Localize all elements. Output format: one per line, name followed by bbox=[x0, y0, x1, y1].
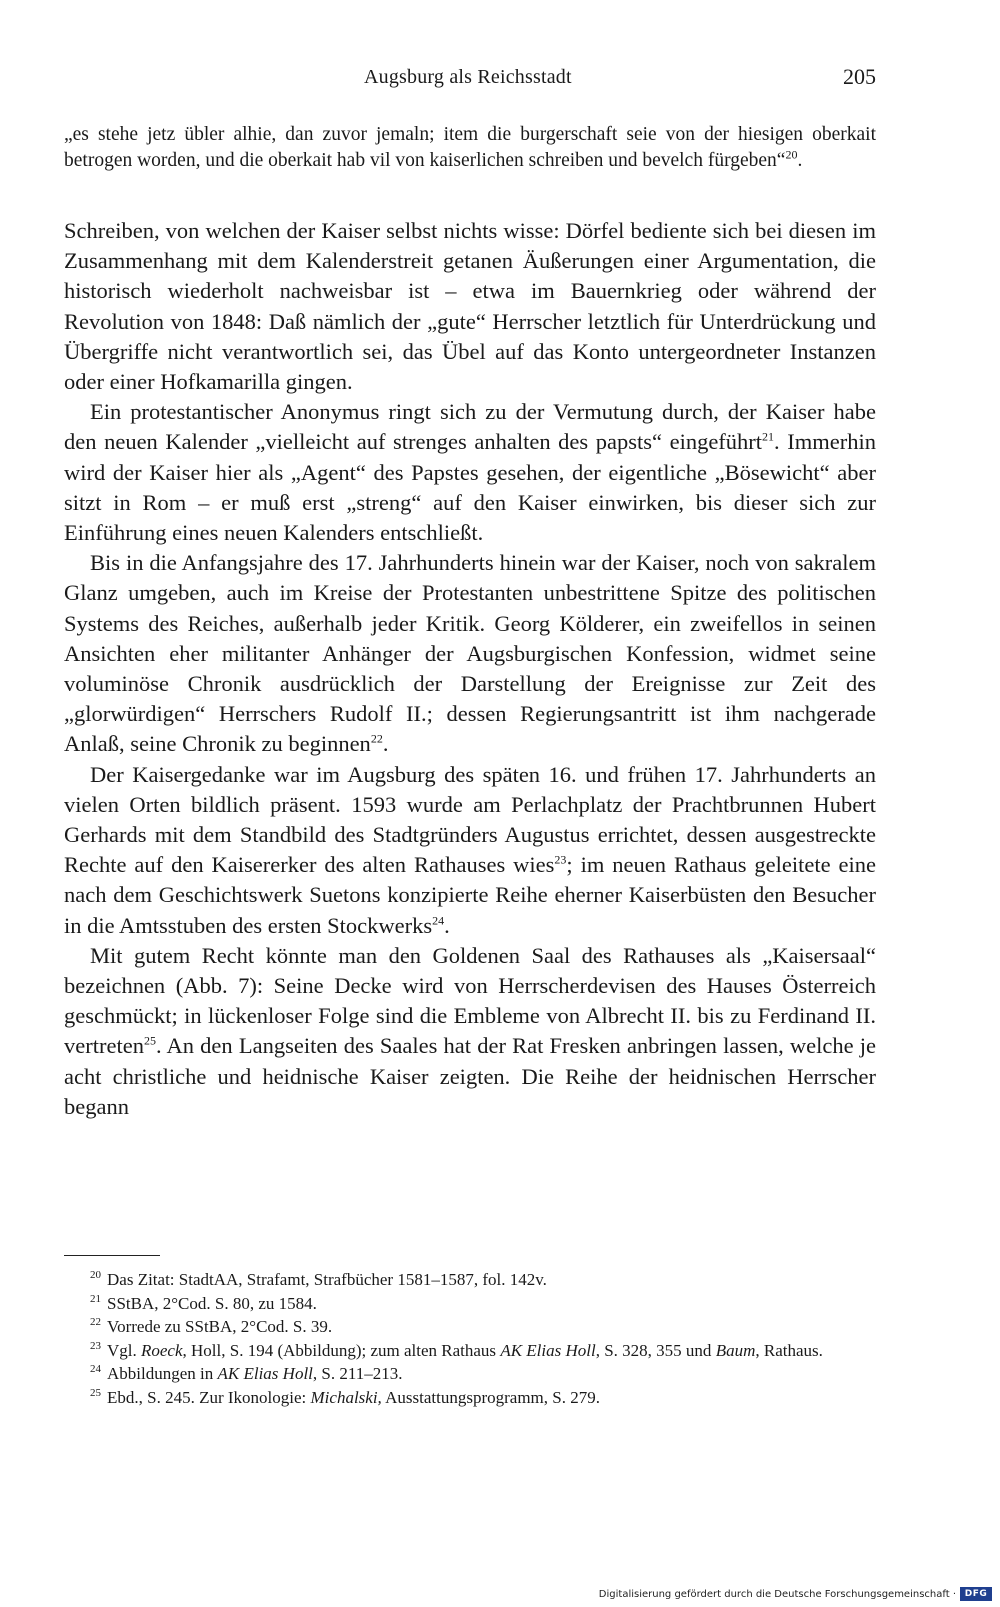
footnote-number: 25 bbox=[90, 1386, 101, 1399]
paragraph-5-text-b: . An den Langseiten des Saales hat der Rat Fresken anbringen lassen, welche je acht christliche und heidnische Kaiser zeigten. Die Reihe der heidnischen Herrscher begann bbox=[64, 1033, 876, 1119]
paragraph-4 bbox=[64, 760, 876, 941]
footnote-text: Ausstattungsprogramm, S. 279. bbox=[381, 1387, 600, 1407]
page-number: 205 bbox=[843, 64, 876, 89]
paragraph-1 bbox=[64, 216, 876, 397]
paragraph-2-text-b: . Immerhin wird der Kaiser hier als „Agent“ des Papstes gesehen, der eigentliche „Bösewicht“ aber sitzt in Rom – er muß erst „streng“ auf den Kaiser einwirken, bis dieser sich zur Einführung eines neuen Kalenders entschließt. bbox=[64, 429, 876, 546]
footnote-ref-24[interactable]: 24 bbox=[432, 913, 445, 928]
footnote-ref-25[interactable]: 25 bbox=[143, 1033, 156, 1048]
running-head: Augsburg als Reichsstadt bbox=[364, 66, 572, 88]
paragraph-4-text-b: ; im neuen Rathaus geleitete eine nach dem Geschichtswerk Suetons konzipierte Reihe eherner Kaiserbüsten den Besucher in die Amtsstuben des ersten Stockwerks bbox=[64, 852, 877, 938]
footnote-ref-23[interactable]: 23 bbox=[554, 852, 567, 867]
footnote-text: Vgl. bbox=[107, 1340, 141, 1360]
footnote-number: 24 bbox=[90, 1363, 101, 1376]
footnote-number: 23 bbox=[90, 1339, 101, 1352]
footnote-text: , S. 211–213. bbox=[312, 1364, 403, 1383]
main-text bbox=[64, 216, 876, 1122]
digitization-credit: Digitalisierung gefördert durch die Deutsche Forschungsgemeinschaft · bbox=[598, 1589, 956, 1600]
footnote-ref-22[interactable]: 22 bbox=[370, 731, 383, 746]
author-name: Roeck bbox=[141, 1340, 183, 1360]
work-title: AK Elias Holl bbox=[217, 1364, 313, 1383]
footnote-number: 22 bbox=[90, 1316, 101, 1329]
quote-tail: . bbox=[797, 150, 803, 171]
paragraph-2 bbox=[64, 397, 876, 548]
footnote-ref-21[interactable]: 21 bbox=[762, 429, 775, 444]
footnote-text: Ebd., S. 245. Zur Ikonologie: bbox=[107, 1387, 311, 1407]
paragraph-5 bbox=[64, 941, 876, 1122]
footnote-text: Vorrede zu SStBA, 2°Cod. S. 39. bbox=[107, 1317, 333, 1336]
block-quote bbox=[64, 122, 876, 174]
paragraph-5-text-a: Mit gutem Recht könnte man den Goldenen Saal des Rathauses als „Kaisersaal“ bezeichnen (Abb. 7): Seine Decke wird von Herrscherdevisen des Hauses Österreich geschmückt; in lückenloser Folge sind die Embleme von Albrecht II. bis zu Ferdinand II. vertreten bbox=[64, 942, 876, 1059]
footnote-24 bbox=[64, 1362, 876, 1386]
author-name: Michalski, bbox=[310, 1387, 382, 1407]
footnote-22 bbox=[64, 1315, 876, 1339]
paragraph-3-text-b: . bbox=[382, 731, 389, 757]
paragraph-4-text-c: . bbox=[444, 912, 450, 938]
author-name: Baum bbox=[715, 1340, 756, 1360]
footnote-23 bbox=[64, 1339, 876, 1363]
footnote-divider bbox=[64, 1255, 160, 1256]
paragraph-3 bbox=[64, 548, 876, 759]
dfg-logo[interactable]: DFG bbox=[960, 1587, 992, 1601]
footnote-21 bbox=[64, 1292, 876, 1316]
footnote-text: Das Zitat: StadtAA, Strafamt, Strafbücher 1581–1587, fol. 142v. bbox=[107, 1270, 547, 1289]
work-title: AK Elias Holl bbox=[500, 1340, 596, 1360]
page-header bbox=[64, 66, 876, 96]
footnote-text: SStBA, 2°Cod. S. 80, zu 1584. bbox=[107, 1293, 317, 1313]
quote-text: „es stehe jetz übler alhie, dan zuvor jemaln; item die burgerschaft seie von der hiesigen oberkait betrogen worden, und die oberkait hab vil von kaiserlichen schreiben und bevelch fürgeben“ bbox=[64, 124, 876, 171]
paragraph-3-text-a: Bis in die Anfangsjahre des 17. Jahrhunderts hinein war der Kaiser, noch von sakralem Glanz umgeben, auch im Kreise der Protestanten unbestrittene Spitze des politischen Systems des Reiches, außerhalb jeder Kritik. Georg Kölderer, ein zweifellos in seinen Ansichten eher militanter Anhänger der Augsburgischen Konfession, widmet seine voluminöse Chronik ausdrücklich der Darstellung der Ereignisse zur Zeit des „glorwürdigen“ Herrschers Rudolf II.; dessen Regierungsantritt ist ihm nachgerade Anlaß, seine Chronik zu beginnen bbox=[64, 550, 876, 757]
footnote-text: , Rathaus. bbox=[755, 1340, 823, 1360]
paragraph-1-text: Schreiben, von welchen der Kaiser selbst nichts wisse: Dörfel bediente sich bei diesen im Zusammenhang mit dem Kalenderstreit getanen Äußerungen einer Argumentation, die historisch wiederholt nachweisbar ist – etwa im Bauernkrieg oder während der Revolution von 1848: Daß nämlich der „gute“ Herrscher letztlich für Unterdrückung und Übergriffe nicht verantwortlich sei, das Übel auf das Konto untergeordneter Instanzen oder einer Hofkamarilla gingen. bbox=[64, 218, 876, 395]
footnote-number: 20 bbox=[90, 1269, 101, 1282]
footnote-25 bbox=[64, 1386, 876, 1410]
footnotes bbox=[64, 1268, 876, 1409]
footnote-text: Abbildungen in bbox=[107, 1364, 218, 1383]
paragraph-4-text-a: Der Kaisergedanke war im Augsburg des späten 16. und frühen 17. Jahrhunderts an vielen Orten bildlich präsent. 1593 wurde am Perlachplatz der Prachtbrunnen Hubert Gerhards mit dem Standbild des Stadtgründers Augustus errichtet, dessen ausgestreckte Rechte auf den Kaisererker des alten Rathauses wies bbox=[64, 761, 876, 878]
footnote-text: , Holl, S. 194 (Abbildung); zum alten Rathaus bbox=[182, 1340, 501, 1360]
footnote-20 bbox=[64, 1268, 876, 1292]
paragraph-2-text-a: Ein protestantischer Anonymus ringt sich zu der Vermutung durch, der Kaiser habe den neuen Kalender „vielleicht auf strenges anhalten des papsts“ eingeführt bbox=[64, 399, 876, 455]
footnote-ref-20[interactable]: 20 bbox=[785, 147, 798, 162]
footnote-number: 21 bbox=[90, 1292, 101, 1305]
footnote-text: , S. 328, 355 und bbox=[595, 1340, 716, 1360]
